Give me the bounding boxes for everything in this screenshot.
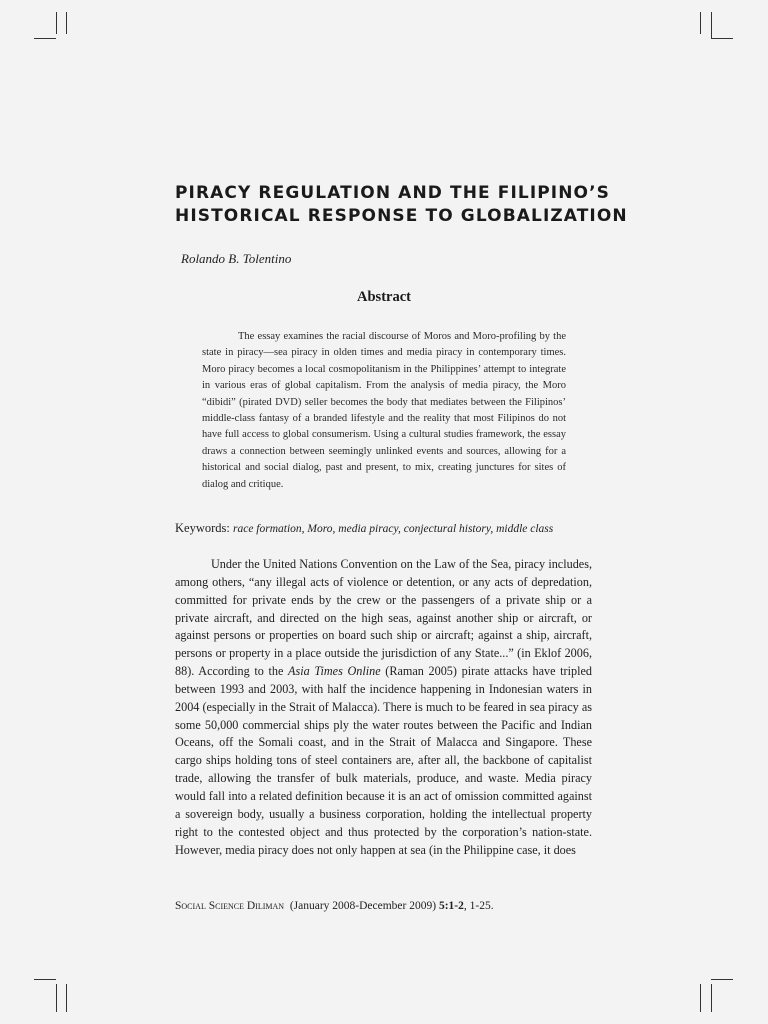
crop-mark: [66, 984, 67, 1012]
keywords-label: Keywords:: [175, 521, 230, 535]
title-line-1: PIRACY REGULATION AND THE FILIPINO’S: [175, 183, 611, 203]
crop-mark: [56, 12, 57, 34]
journal-volume: 5:1-2: [438, 900, 464, 912]
journal-name: Social Science Diliman: [175, 900, 285, 912]
crop-mark: [700, 12, 701, 34]
crop-mark: [700, 984, 701, 1012]
crop-mark: [711, 12, 712, 38]
abstract-text: The essay examines the racial discourse of Moros and Moro-profiling by the state in piracy—sea piracy in olden times and media piracy in contemporary times. Moro piracy becomes a local cosmopolitanism in the Philippines’ attempt to integrate in various eras of global capitalism. From the analysis of media piracy, the Moro “dibidi” (pirated DVD) seller becomes the body that mediates between the Filipinos’ middle-class fantasy of a branded lifestyle and the reality that most Filipinos do not have full access to global consumerism. Using a cultural studies framework, the essay draws a connection between seemingly unlinked events and sources, allowing for a historical and social dialog, past and present, to mix, creating junctures for sites of dialog and critique.: [202, 331, 566, 490]
source-title: Asia Times Online: [288, 664, 381, 679]
article-title: [175, 182, 675, 228]
body-text-part-1: Under the United Nations Convention on the Law of the Sea, piracy includes, among others, “any illegal acts of violence or detention, or any acts of depredation, committed for private ends by the crew or the passengers of a private ship or a private aircraft, and directed on the high seas, against another ship or aircraft, or against persons or properties on board such ship or aircraft; against a ship, aircraft, persons or property in a place outside the jurisdiction of any State...” (in Eklof 2006, 88). According to the: [175, 557, 592, 679]
keywords-line: [175, 521, 595, 536]
abstract-block: [202, 329, 566, 493]
crop-mark: [34, 38, 56, 39]
crop-mark: [711, 979, 733, 980]
body-text: [175, 556, 592, 859]
author-name: Rolando B. Tolentino: [181, 251, 292, 266]
crop-mark: [56, 984, 57, 1012]
keywords-list: race formation, Moro, media piracy, conjectural history, middle class: [232, 523, 554, 535]
abstract-heading: Abstract: [357, 289, 411, 305]
crop-mark: [711, 38, 733, 39]
body-text-part-2: (Raman 2005) pirate attacks have tripled between 1993 and 2003, with half the incidence happening in Indonesian waters in 2004 (especially in the Strait of Malacca). There is much to be feared in sea piracy as some 50,000 commercial ships ply the water routes between the Pacific and Indian Oceans, off the Somali coast, and in the Strait of Malacca and Singapore. These cargo ships holding tons of steel containers are, after all, the backbone of capitalist trade, allowing the transfer of bulk materials, produce, and waste. Media piracy would fall into a related definition because it is an act of omission committed against a sovereign body, usually a business corporation, holding the intellectual property right to the contested object and thus protected by the corporation’s nation-state. However, media piracy does not only happen at sea (in the Philippine case, it does: [175, 664, 592, 857]
journal-citation: [175, 900, 494, 912]
body-paragraph: [175, 556, 592, 859]
journal-pages: , 1-25.: [463, 900, 494, 912]
journal-dates: (January 2008-December 2009): [289, 900, 437, 912]
title-line-2: HISTORICAL RESPONSE TO GLOBALIZATION: [175, 206, 628, 226]
crop-mark: [34, 979, 56, 980]
crop-mark: [711, 984, 712, 1012]
crop-mark: [66, 12, 67, 34]
